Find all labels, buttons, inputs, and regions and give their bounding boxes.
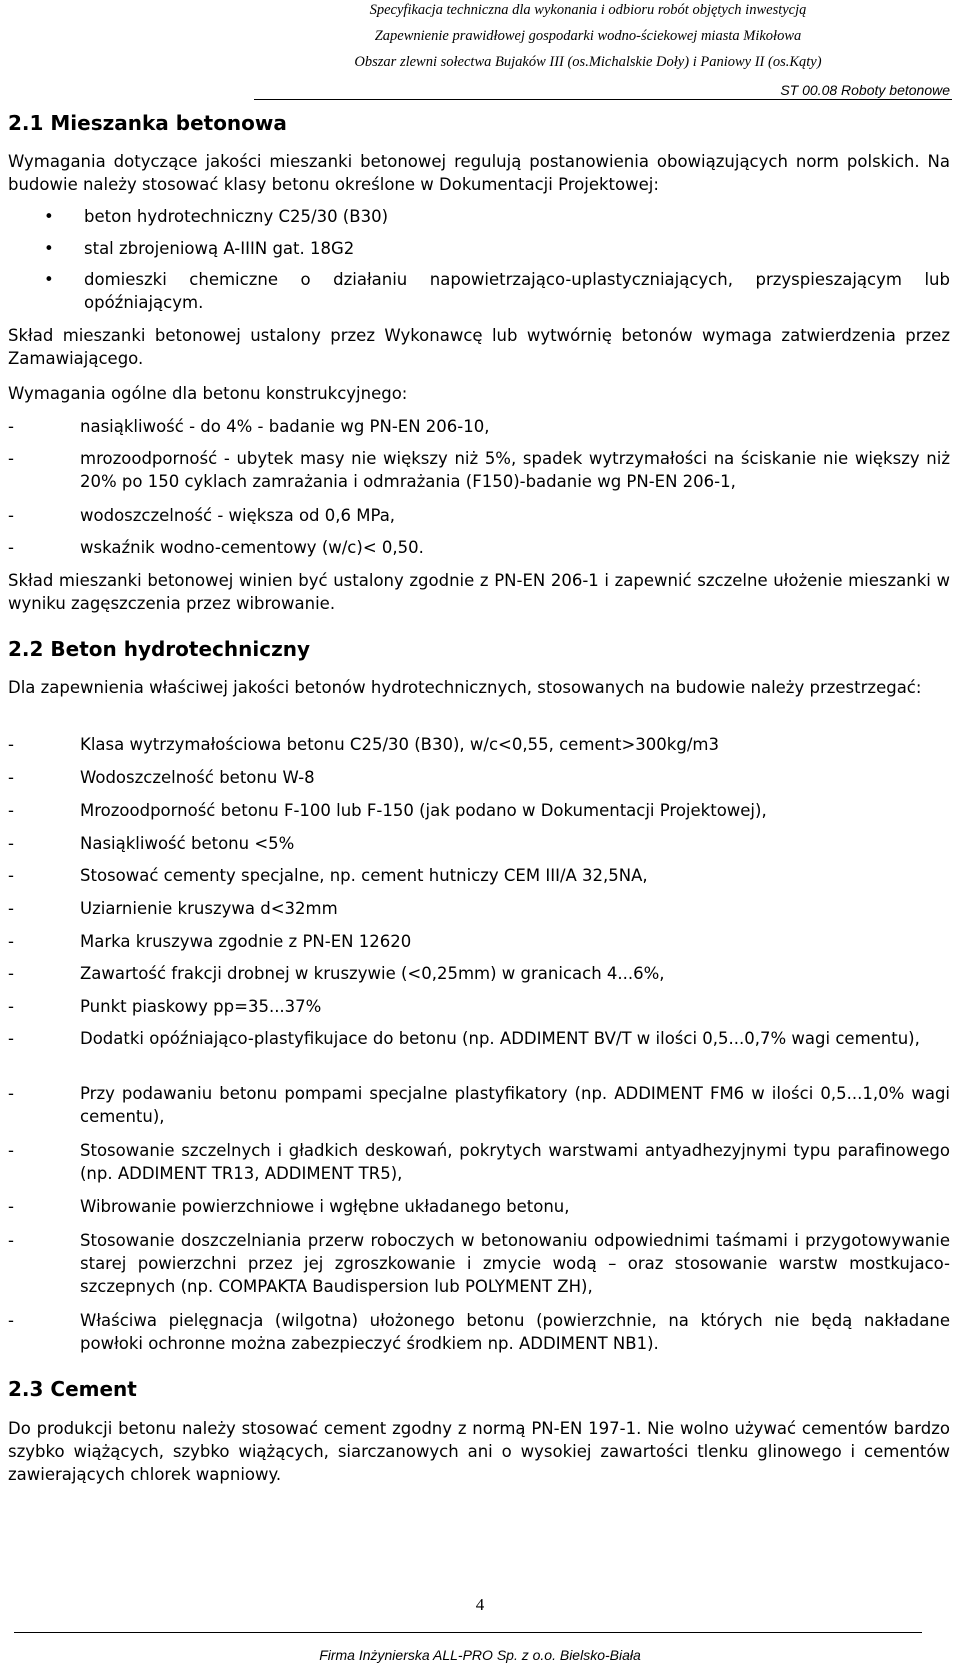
header-line-2: Zapewnienie prawidłowej gospodarki wodno-ściekowej miasta Mikołowa: [374, 28, 802, 44]
dash-marker: -: [8, 735, 14, 754]
header-line-1: Specyfikacja techniczna dla wykonania i odbioru robót objętych inwestycją: [369, 2, 807, 18]
dash-marker: -: [8, 866, 14, 885]
dash-marker: -: [8, 932, 14, 951]
section-2-2-title: 2.2 Beton hydrotechniczny: [8, 637, 310, 661]
dash-marker: -: [8, 417, 14, 436]
spec-id: ST 00.08 Roboty betonowe: [780, 82, 950, 98]
list-item-text: Dodatki opóźniająco-plastyfikujace do betonu (np. ADDIMENT BV/T w ilości 0,5...0,7% wagi cementu),: [80, 1029, 920, 1048]
list-item-text: Wodoszczelność betonu W-8: [80, 768, 315, 787]
section-2-1-intro: Wymagania dotyczące jakości mieszanki betonowej regulują postanowienia obowiązujących norm polskich. Na budowie należy stosować klasy betonu określone w Dokumentacji Projektowej:: [8, 152, 950, 194]
dash-marker: -: [8, 1311, 14, 1330]
list-item-text: Stosować cementy specjalne, np. cement hutniczy CEM III/A 32,5NA,: [80, 866, 648, 885]
dash-marker: -: [8, 1197, 14, 1216]
list-item-text: Stosowanie doszczelniania przerw roboczych w betonowaniu odpowiednimi taśmami i przygotowywanie starej powierzchni przez jej zgroszkowanie i zmycie wodą – oraz stosowanie warstw mostkujaco-szczepnych (np. COMPAKTA Baudispersion lub POLYMENT ZH),: [80, 1231, 950, 1296]
dash-marker: -: [8, 449, 14, 468]
dash-marker: -: [8, 801, 14, 820]
footer-company: Firma Inżynierska ALL-PRO Sp. z o.o. Bielsko-Biała: [319, 1647, 641, 1663]
list-item-text: wskaźnik wodno-cementowy (w/c)< 0,50.: [80, 538, 424, 557]
bullet-marker: •: [44, 239, 54, 258]
section-2-1-paragraph: Skład mieszanki betonowej ustalony przez Wykonawcę lub wytwórnię betonów wymaga zatwierdzenia przez Zamawiającego.: [8, 326, 950, 368]
list-item-text: Nasiąkliwość betonu <5%: [80, 834, 295, 853]
section-2-1-title: 2.1 Mieszanka betonowa: [8, 111, 287, 135]
footer-rule: [14, 1632, 922, 1633]
list-item-text: Właściwa pielęgnacja (wilgotna) ułożonego betonu (powierzchnie, na których nie będą nakładane powłoki ochronne można zabezpieczyć środkiem np. ADDIMENT NB1).: [80, 1311, 950, 1353]
section-2-3-title: 2.3 Cement: [8, 1377, 137, 1401]
bullet-text: domieszki chemiczne o działaniu napowietrzająco-uplastyczniających, przyspieszającym lub opóźniającym.: [84, 270, 950, 312]
list-item-text: Marka kruszywa zgodnie z PN-EN 12620: [80, 932, 412, 951]
list-item-text: wodoszczelność - większa od 0,6 MPa,: [80, 506, 396, 525]
dash-marker: -: [8, 1029, 14, 1048]
dash-marker: -: [8, 1084, 14, 1103]
bullet-text: beton hydrotechniczny C25/30 (B30): [84, 207, 389, 226]
dash-marker: -: [8, 1231, 14, 1250]
list-item-text: Uziarnienie kruszywa d<32mm: [80, 899, 338, 918]
list-item-text: Stosowanie szczelnych i gładkich deskowań, pokrytych warstwami antyadhezyjnymi typu parafinowego (np. ADDIMENT TR13, ADDIMENT TR5),: [80, 1141, 950, 1183]
document-header: [238, 0, 938, 80]
header-line-3: Obszar zlewni sołectwa Bujaków III (os.Michalskie Doły) i Paniowy II (os.Kąty): [354, 54, 822, 70]
dash-marker: -: [8, 538, 14, 557]
bullet-text: stal zbrojeniową A-IIIN gat. 18G2: [84, 239, 355, 258]
dash-marker: -: [8, 997, 14, 1016]
dash-marker: -: [8, 506, 14, 525]
section-2-1-paragraph: Wymagania ogólne dla betonu konstrukcyjnego:: [8, 384, 408, 403]
list-item-text: mrozoodporność - ubytek masy nie większy niż 5%, spadek wytrzymałości na ściskanie nie większy niż 20% po 150 cyklach zamrażania i odmrażania (F150)-badanie wg PN-EN 206-1,: [80, 449, 950, 491]
bullet-marker: •: [44, 207, 54, 226]
section-2-2-intro: Dla zapewnienia właściwej jakości betonów hydrotechnicznych, stosowanych na budowie należy przestrzegać:: [8, 678, 922, 697]
list-item-text: Przy podawaniu betonu pompami specjalne plastyfikatory (np. ADDIMENT FM6 w ilości 0,5...1,0% wagi cementu),: [80, 1084, 950, 1126]
list-item-text: Punkt piaskowy pp=35...37%: [80, 997, 322, 1016]
dash-marker: -: [8, 834, 14, 853]
bullet-marker: •: [44, 270, 54, 289]
dash-marker: -: [8, 768, 14, 787]
list-item-text: Mrozoodporność betonu F-100 lub F-150 (jak podano w Dokumentacji Projektowej),: [80, 801, 767, 820]
list-item-text: Wibrowanie powierzchniowe i wgłębne układanego betonu,: [80, 1197, 570, 1216]
dash-marker: -: [8, 899, 14, 918]
list-item-text: nasiąkliwość - do 4% - badanie wg PN-EN 206-10,: [80, 417, 490, 436]
dash-marker: -: [8, 964, 14, 983]
section-2-1-paragraph: Skład mieszanki betonowej winien być ustalony zgodnie z PN-EN 206-1 i zapewnić szczelne ułożenie mieszanki w wyniku zagęszczenia przez wibrowanie.: [8, 571, 950, 613]
header-rule: [254, 99, 952, 100]
dash-marker: -: [8, 1141, 14, 1160]
page-number: 4: [475, 1595, 485, 1614]
section-2-3-paragraph: Do produkcji betonu należy stosować cement zgodny z normą PN-EN 197-1. Nie wolno używać cementów bardzo szybko wiążących, szybko wiążących, siarczanowych ani o wysokiej zawartości tlenku glinowego i cementów zawierających chlorek wapniowy.: [8, 1419, 950, 1484]
list-item-text: Zawartość frakcji drobnej w kruszywie (<0,25mm) w granicach 4...6%,: [80, 964, 665, 983]
list-item-text: Klasa wytrzymałościowa betonu C25/30 (B30), w/c<0,55, cement>300kg/m3: [80, 735, 719, 754]
